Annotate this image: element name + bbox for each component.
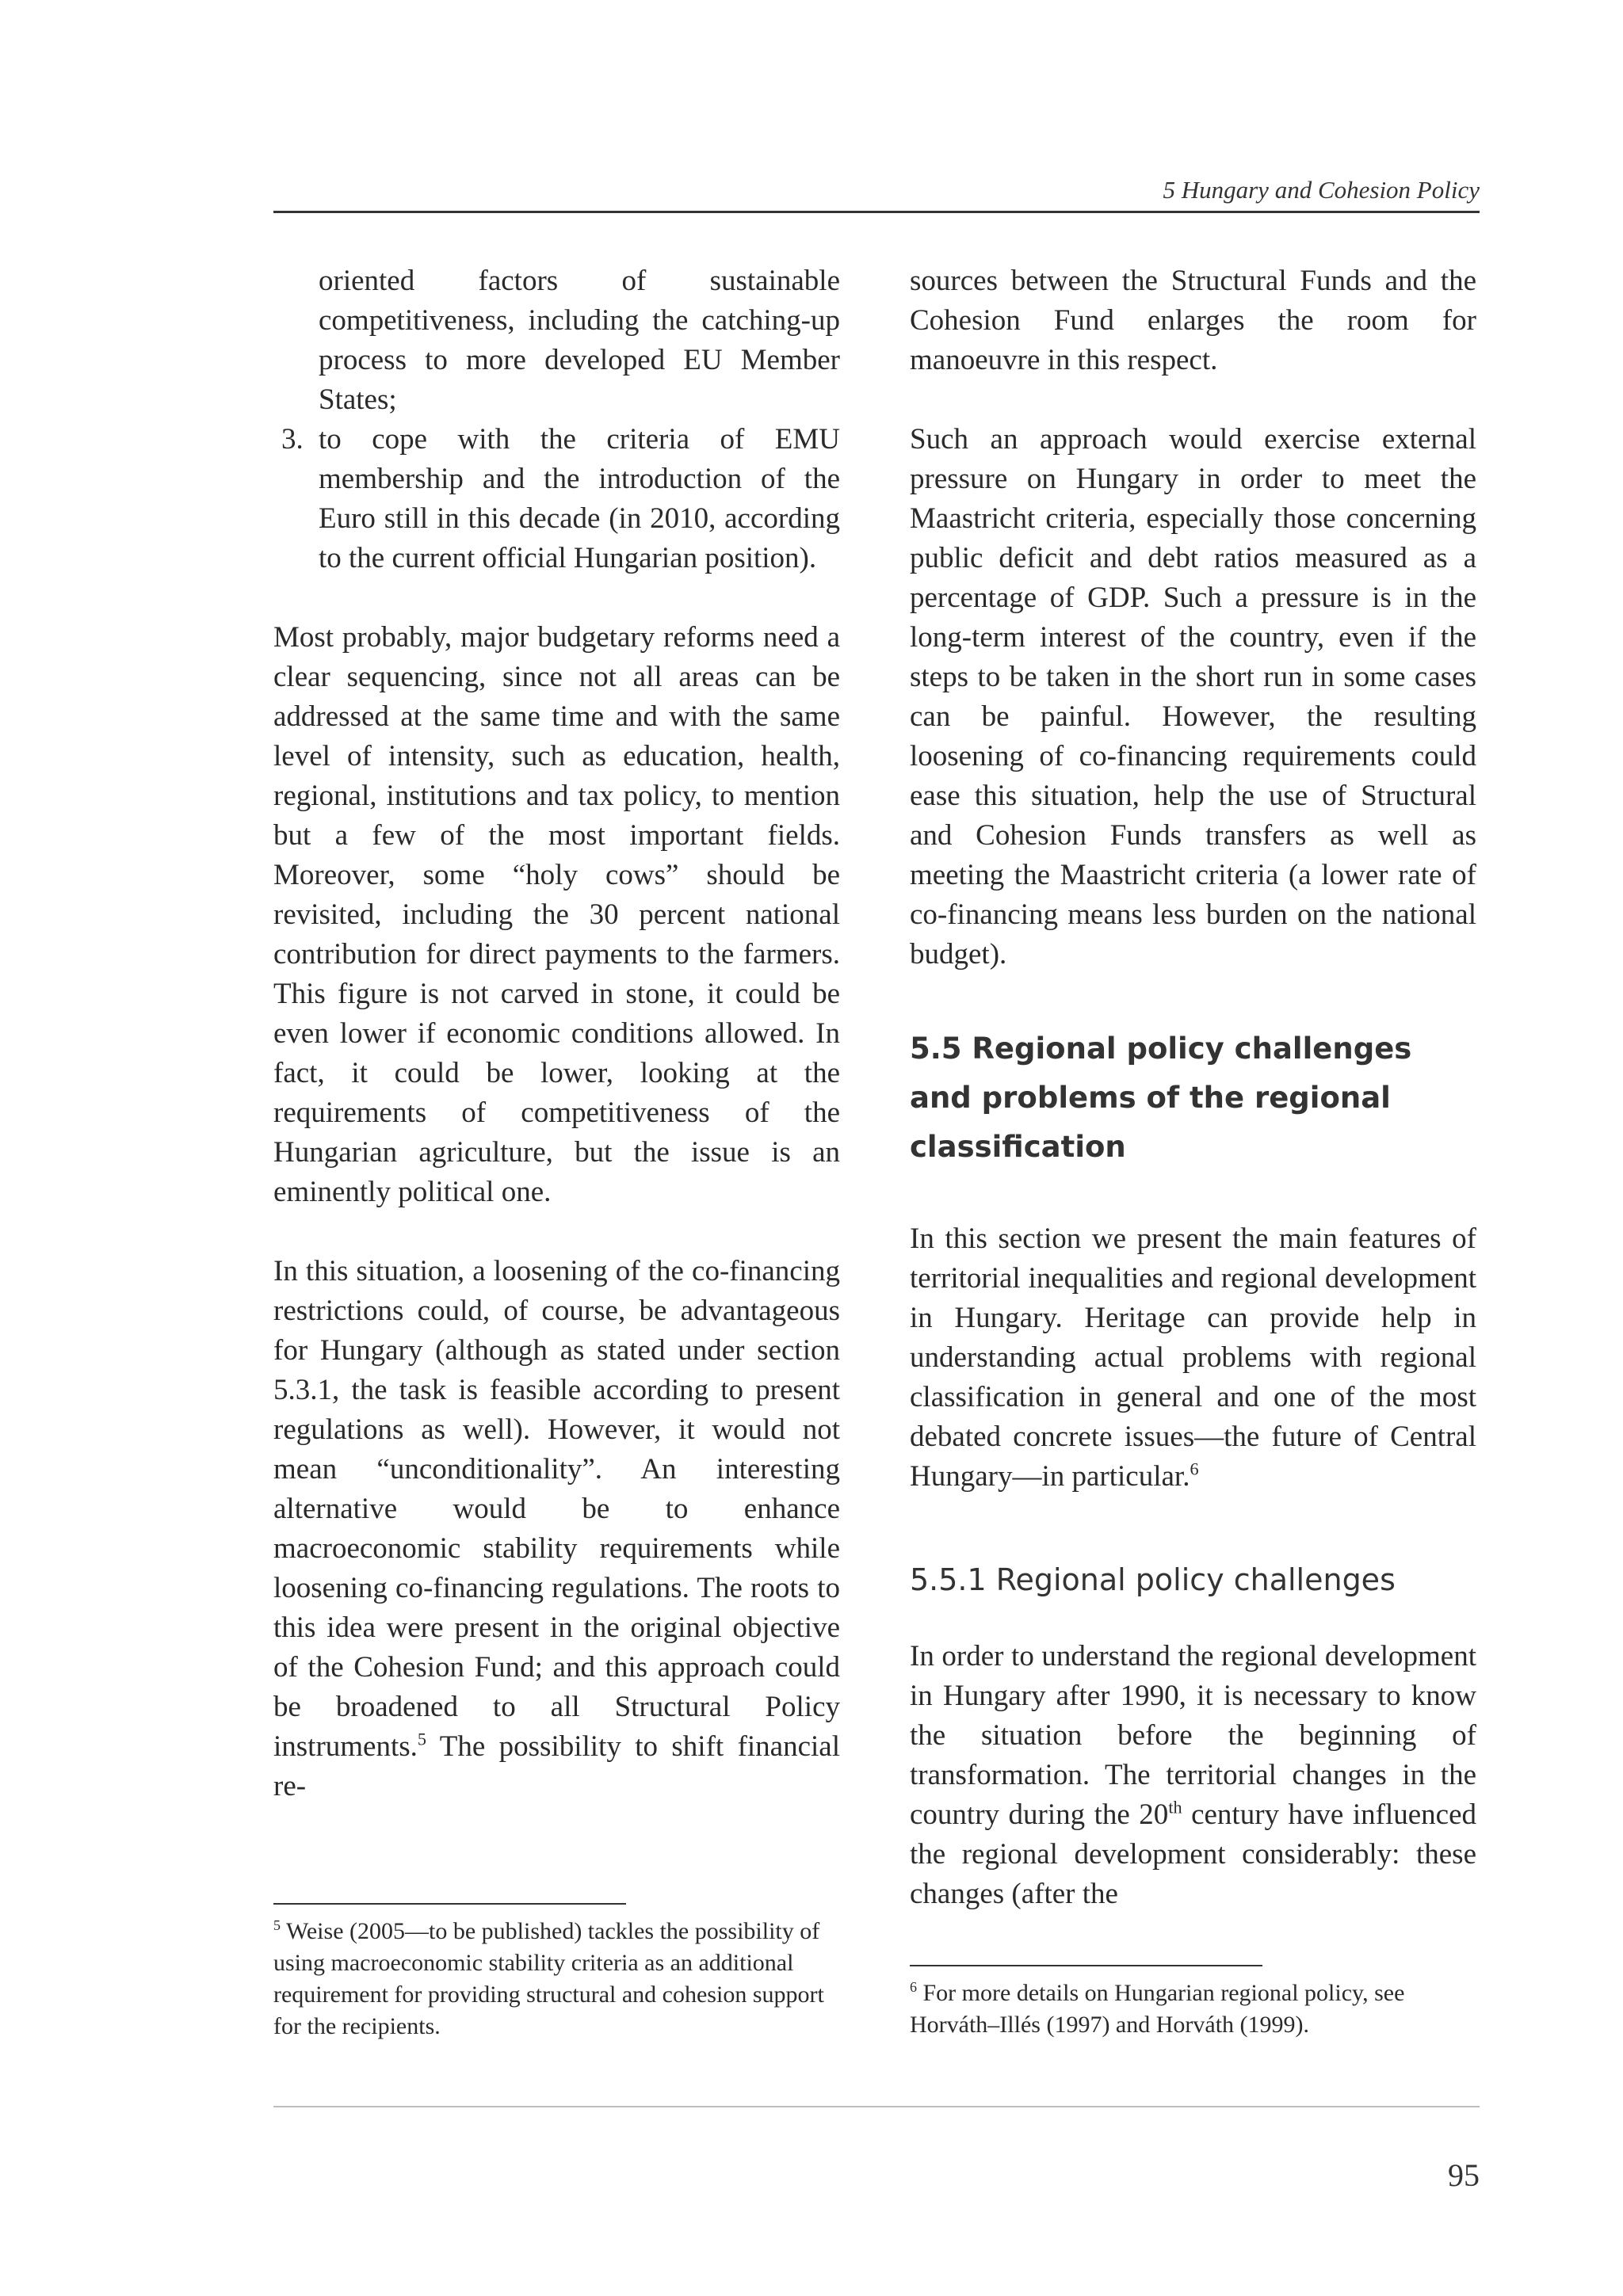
footnote-5-text: Weise (2005—to be published) tackles the possibility of using macroeconomic stability criteria as an additional requirement for providing structural and cohesion support for the recipients. <box>273 1918 824 2039</box>
footnote-ref-6: 6 <box>1190 1459 1199 1479</box>
footnote-rule-right <box>910 1965 1262 1966</box>
paragraph-regional-development-text-b: century have influenced the regional development considerably: these changes (after the <box>910 1798 1476 1910</box>
footnote-6 <box>910 1978 1476 2041</box>
footnote-5-mark: 5 <box>273 1917 281 1933</box>
footnote-5 <box>273 1916 840 2042</box>
paragraph-cofinancing-text: In this situation, a loosening of the co-financing restrictions could, of course, be advantageous for Hungary (although as stated under section 5.3.1, the task is feasible according to present regulations as well). However, it would not mean “unconditionality”. An interesting alternative would be to enhance macroeconomic stability requirements while loosening co-financing regulations. The roots to this idea were present in the original objective of the Cohesion Fund; and this approach could be broadened to all Structural Policy instruments. <box>273 1255 840 1763</box>
paragraph-section-intro <box>910 1219 1476 1497</box>
footnote-6-text: For more details on Hungarian regional policy, see Horváth–Illés (1997) and Horváth (1999). <box>910 1980 1405 2038</box>
paragraph-cofinancing-tail: The possibility to shift financial re- <box>273 1730 840 1802</box>
section-heading-5-5: 5.5 Regional policy challenges and problems of the regional classification <box>910 1032 1412 1164</box>
footnote-ref-5: 5 <box>417 1729 427 1749</box>
left-column <box>273 261 840 1806</box>
paragraph-regional-development-text-a: In order to understand the regional development in Hungary after 1990, it is necessary to know the situation before the beginning of transformation. The territorial changes in the country during the 20 <box>910 1640 1476 1831</box>
header-rule <box>273 211 1480 213</box>
paragraph-regional-development <box>910 1637 1476 1914</box>
subsection-heading-5-5-1: 5.5.1 Regional policy challenges <box>910 1562 1396 1597</box>
paragraph-sources: sources between the Structural Funds and the Cohesion Fund enlarges the room for manoeuvre in this respect. <box>910 265 1476 376</box>
paragraph-section-intro-text: In this section we present the main features of territorial inequalities and regional development in Hungary. Heritage can provide help in understanding actual problems with regional classification in general and one of the most debated concrete issues—the future of Central Hungary—in particular. <box>910 1222 1476 1493</box>
superscript-th: th <box>1168 1797 1182 1817</box>
paragraph-cofinancing <box>273 1252 840 1806</box>
page-number: 95 <box>1448 2157 1480 2193</box>
list-item-2-continuation: oriented factors of sustainable competitiveness, including the catching-up process to more developed EU Member States; <box>319 265 840 416</box>
footnote-6-mark: 6 <box>910 1979 917 1995</box>
running-head: 5 Hungary and Cohesion Policy <box>1163 176 1480 204</box>
paragraph-external-pressure: Such an approach would exercise external pressure on Hungary in order to meet the Maastricht criteria, especially those concerning public deficit and debt ratios measured as a percentage of GDP. Such a pressure is in the long-term interest of the country, even if the steps to be taken in the short run in some cases can be painful. However, the resulting loosening of co-financing requirements could ease this situation, help the use of Structural and Cohesion Funds transfers as well as meeting the Maastricht criteria (a lower rate of co-financing means less burden on the national budget). <box>910 423 1476 971</box>
paragraph-budgetary-reforms: Most probably, major budgetary reforms need a clear sequencing, since not all areas can be addressed at the same time and with the same level of intensity, such as education, health, regional, institutions and tax policy, to mention but a few of the most important fields. Moreover, some “holy cows” should be revisited, including the 30 percent national contribution for direct payments to the farmers. This figure is not carved in stone, it could be even lower if economic conditions allowed. In fact, it could be lower, looking at the requirements of competitiveness of the Hungarian agriculture, but the issue is an eminently political one. <box>273 621 840 1208</box>
list-item-3 <box>273 420 840 578</box>
footer-rule <box>273 2106 1480 2107</box>
list-item-3-text: to cope with the criteria of EMU membership and the introduction of the Euro still in this decade (in 2010, according to the current official Hungarian position). <box>319 423 840 574</box>
list-number-3: 3. <box>281 423 304 456</box>
right-column <box>910 261 1476 1914</box>
footnote-rule-left <box>273 1903 626 1905</box>
